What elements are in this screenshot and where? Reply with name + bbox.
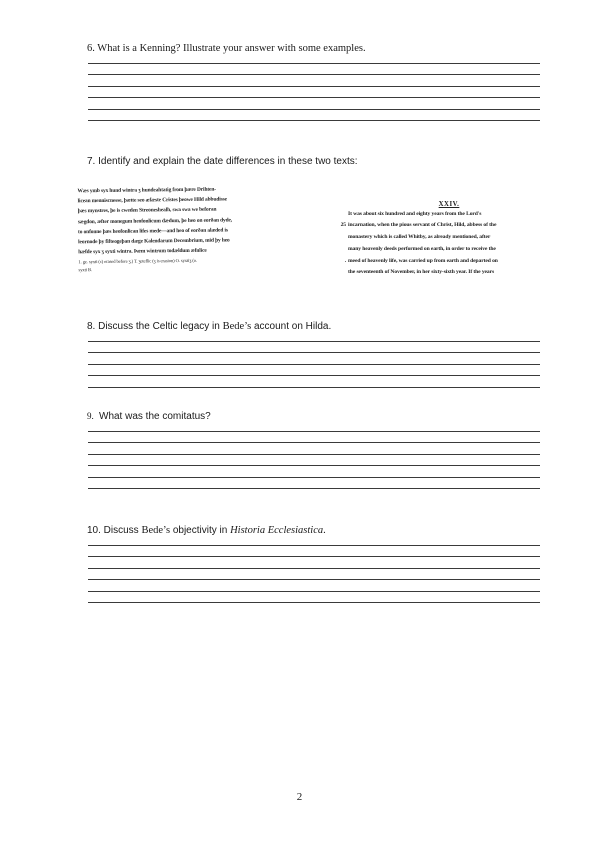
answer-lines-q9 bbox=[88, 420, 540, 489]
oe-footnote-line: syxti B. bbox=[78, 267, 93, 273]
old-english-excerpt bbox=[77, 184, 286, 275]
translation-line bbox=[333, 244, 555, 256]
line-number bbox=[333, 209, 348, 221]
oe-line: Wæs ymb syx hund wintra ʒ hundeahtatig from þære Drihten- bbox=[77, 186, 216, 195]
translation-text: the seventeenth of November, in her sixty-sixth year. If the years bbox=[348, 269, 495, 276]
answer-line bbox=[88, 365, 540, 377]
translation-line bbox=[333, 267, 555, 279]
answer-line bbox=[88, 353, 540, 365]
oe-line: sægdon, æfter monegum heofonlicum dædum, þe heo on eorðan dyde, bbox=[77, 216, 233, 225]
answer-line bbox=[88, 569, 540, 581]
answer-line bbox=[88, 376, 540, 388]
question-9-number: 9. bbox=[87, 411, 94, 421]
answer-line bbox=[88, 98, 540, 110]
answer-line bbox=[88, 87, 540, 99]
oe-line: licean menniscnesse, þætte seo æfæste Cristes þeowe Hild abbudisse bbox=[77, 196, 227, 205]
answer-lines-q6 bbox=[88, 52, 540, 121]
question-8-name: Bede’s bbox=[222, 321, 252, 332]
translation-text: It was about six hundred and eighty years from the Lord's bbox=[348, 210, 482, 217]
question-8-suffix: account on Hilda. bbox=[251, 321, 332, 332]
answer-lines-q10 bbox=[88, 534, 540, 603]
answer-line bbox=[88, 52, 540, 64]
answer-line bbox=[88, 64, 540, 76]
answer-line bbox=[88, 110, 540, 122]
answer-line bbox=[88, 420, 540, 432]
line-number bbox=[333, 267, 348, 279]
answer-line bbox=[88, 330, 540, 342]
translation-text: monastery which is called Whitby, as already mentioned, after bbox=[348, 234, 491, 241]
translation-excerpt bbox=[333, 199, 555, 279]
answer-line bbox=[88, 75, 540, 87]
line-number: . bbox=[344, 257, 346, 264]
translation-text: many heavenly deeds performed on earth, in order to receive the bbox=[348, 245, 496, 252]
answer-line bbox=[88, 546, 540, 558]
answer-line bbox=[88, 580, 540, 592]
oe-line: leornode þy fifteogeþan dæge Kalendarum Decembrium, mid þy heo bbox=[78, 237, 230, 246]
answer-line bbox=[88, 534, 540, 546]
question-6: 6. What is a Kenning? Illustrate your answer with some examples. bbox=[87, 43, 366, 54]
translation-text: incarnation, when the pious servant of Christ, Hild, abbess of the bbox=[348, 222, 497, 229]
translation-line bbox=[333, 209, 555, 221]
translation-line bbox=[333, 220, 555, 232]
oe-footnote-line: 1. ge. syxti (c) erased before ʒ.) T. ʒeteflic (ʒ is erasion) O. syxtiʒ (o. bbox=[78, 258, 198, 265]
page-number: 2 bbox=[296, 791, 303, 803]
answer-line bbox=[88, 342, 540, 354]
line-number bbox=[333, 244, 348, 256]
oe-line: to onfonne þæs heofonlican lifes mede—and heo of eorðan alæded is bbox=[77, 227, 228, 236]
answer-line bbox=[88, 592, 540, 604]
answer-line bbox=[88, 478, 540, 490]
translation-line bbox=[333, 256, 555, 268]
answer-line bbox=[88, 432, 540, 444]
question-7-text: 7. Identify and explain the date differences in these two texts: bbox=[87, 156, 358, 167]
question-10-name: Bede’s bbox=[141, 525, 171, 536]
line-number: 25 bbox=[340, 222, 346, 229]
question-7 bbox=[87, 155, 358, 168]
question-10-suffix: . bbox=[323, 525, 326, 536]
question-9-text: What was the comitatus? bbox=[99, 411, 211, 422]
answer-line bbox=[88, 466, 540, 478]
chapter-heading: XXIV. bbox=[438, 201, 460, 208]
oe-line: hæfde syx ʒ syxti wintra. Þæm wintrum todældum æfnlice bbox=[78, 247, 207, 256]
answer-lines-q8 bbox=[88, 330, 540, 388]
question-10-prefix: 10. Discuss bbox=[87, 525, 142, 536]
line-number bbox=[333, 232, 348, 244]
question-8-prefix: 8. Discuss the Celtic legacy in bbox=[87, 321, 223, 332]
question-10-mid: objectivity in bbox=[170, 525, 231, 536]
answer-line bbox=[88, 455, 540, 467]
answer-line bbox=[88, 557, 540, 569]
answer-line bbox=[88, 443, 540, 455]
oe-footnote bbox=[78, 256, 286, 275]
translation-text: meed of heavenly life, was carried up from earth and departed on bbox=[348, 257, 498, 264]
question-10-title: Historia Ecclesiastica bbox=[230, 525, 324, 536]
translation-line bbox=[333, 232, 555, 244]
oe-line: þæs mynstres, þe is cweden Streoneshealh, swa swa we beforan bbox=[77, 206, 217, 215]
